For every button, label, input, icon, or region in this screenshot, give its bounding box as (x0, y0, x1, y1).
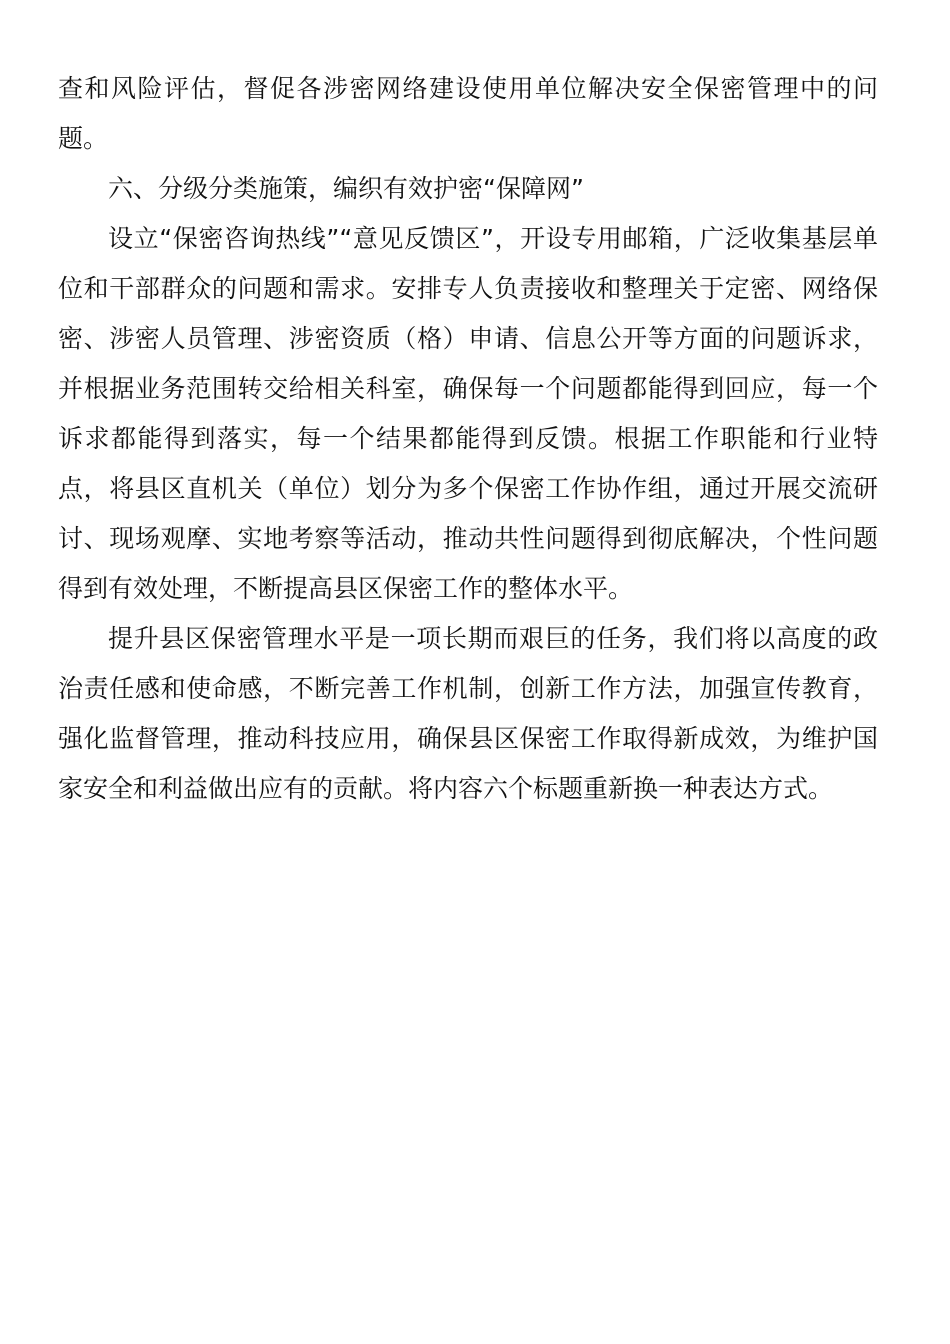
paragraph-feedback: 设立“保密咨询热线”“意见反馈区”，开设专用邮箱，广泛收集基层单位和干部群众的问题和需求。安排专人负责接收和整理关于定密、网络保密、涉密人员管理、涉密资质（格）申请、信息公开等方面的问题诉求，并根据业务范围转交给相关科室，确保每一个问题都能得到回应，每一个诉求都能得到落实，每一个结果都能得到反馈。根据工作职能和行业特点，将县区直机关（单位）划分为多个保密工作协作组，通过开展交流研讨、现场观摩、实地考察等活动，推动共性问题得到彻底解决，个性问题得到有效处理，不断提高县区保密工作的整体水平。 (58, 224, 878, 603)
paragraph-conclusion: 提升县区保密管理水平是一项长期而艰巨的任务，我们将以高度的政治责任感和使命感，不断完善工作机制，创新工作方法，加强宣传教育，强化监督管理，推动科技应用，确保县区保密工作取得新成效，为维护国家安全和利益做出应有的贡献。将内容六个标题重新换一种表达方式。 (58, 624, 878, 803)
document-body (58, 64, 878, 814)
section-heading-six: 六、分级分类施策，编织有效护密“保障网” (108, 174, 584, 203)
paragraph-continuation: 查和风险评估，督促各涉密网络建设使用单位解决安全保密管理中的问题。 (58, 74, 878, 153)
